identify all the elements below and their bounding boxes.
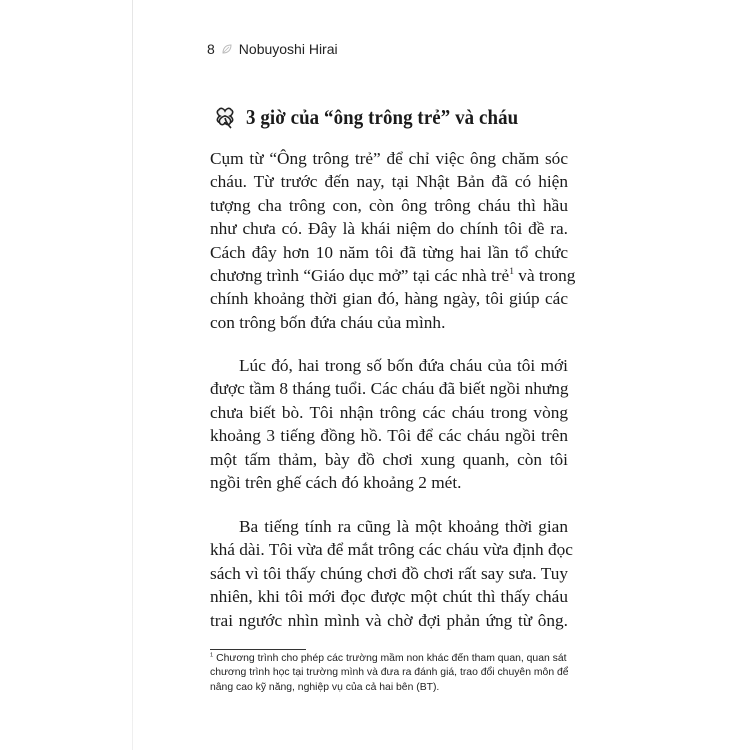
- text-line: Cụm từ “Ông trông trẻ” để chỉ việc ông chăm sóc: [210, 149, 568, 168]
- text-line: khá dài. Tôi vừa để mắt trông các cháu vừa định đọc: [210, 540, 573, 560]
- running-head: [207, 41, 338, 57]
- text-line: cháu. Từ trước đến nay, tại Nhật Bản đã có hiện: [210, 172, 568, 192]
- text-line: khoảng 3 tiếng đồng hồ. Tôi để các cháu ngồi trên: [210, 426, 568, 446]
- footnote-line: [210, 652, 570, 666]
- text-line: nhiên, khi tôi mới đọc được một chút thì thấy cháu: [210, 587, 568, 607]
- text-line: chưa biết bò. Tôi nhận trông các cháu trong vòng: [210, 402, 568, 422]
- text-line-with-footnote-ref: [210, 264, 576, 287]
- text-line: sách vì tôi thấy chúng chơi đồ chơi rất say sưa. Tuy: [210, 563, 568, 583]
- footnote-ref[interactable]: 1: [509, 267, 514, 278]
- text-line: tượng cha trông con, còn ông trông cháu thì hầu: [210, 195, 568, 215]
- text-line: như chưa có. Đây là khái niệm do chính tôi đề ra.: [210, 219, 568, 239]
- paragraph-2: [210, 354, 568, 494]
- text-line: ngồi trên ghế cách đó khoảng 2 mét.: [210, 473, 462, 493]
- clover-icon: [212, 104, 238, 130]
- text-line: trai ngước nhìn mình và chờ đợi phản ứng từ ông.: [210, 610, 568, 630]
- chapter-heading: [212, 104, 549, 130]
- page-number: 8: [207, 41, 215, 57]
- text-line: chính khoảng thời gian đó, hàng ngày, tôi giúp các: [210, 289, 568, 309]
- footnote-line: nâng cao kỹ năng, nghiệp vụ của cả hai bên (BT).: [210, 681, 440, 693]
- leaf-ornament-icon: [221, 43, 233, 55]
- text-line: Cách đây hơn 10 năm tôi đã từng hai lần tổ chức: [210, 242, 568, 262]
- text-line: con trông bốn đứa cháu của mình.: [210, 312, 446, 332]
- text-line: Ba tiếng tính ra cũng là một khoảng thời gian: [239, 517, 568, 536]
- footnote-divider: [210, 649, 306, 650]
- footnote-marker: 1: [210, 652, 214, 659]
- page-edge-divider: [132, 0, 133, 750]
- text-segment: Chương trình cho phép các trường mầm non khác đến tham quan, quan sát: [216, 653, 567, 664]
- text-segment: và trong: [513, 266, 576, 286]
- text-line: một tấm thảm, bày đồ chơi xung quanh, còn tôi: [210, 449, 568, 469]
- text-segment: chương trình “Giáo dục mở” tại các nhà trẻ: [210, 266, 510, 286]
- author-name: Nobuyoshi Hirai: [238, 41, 338, 57]
- paragraph-3: [210, 515, 573, 632]
- footnote-line: chương trình học tại trường mình và đưa ra đánh giá, trao đổi chuyên môn để: [210, 667, 569, 679]
- text-line: được tầm 8 tháng tuổi. Các cháu đã biết ngồi nhưng: [210, 379, 569, 399]
- paragraph-1: [210, 147, 576, 334]
- footnote: [210, 652, 570, 695]
- text-line: Lúc đó, hai trong số bốn đứa cháu của tôi mới: [239, 356, 568, 375]
- chapter-title: 3 giờ của “ông trông trẻ” và cháu: [246, 104, 519, 129]
